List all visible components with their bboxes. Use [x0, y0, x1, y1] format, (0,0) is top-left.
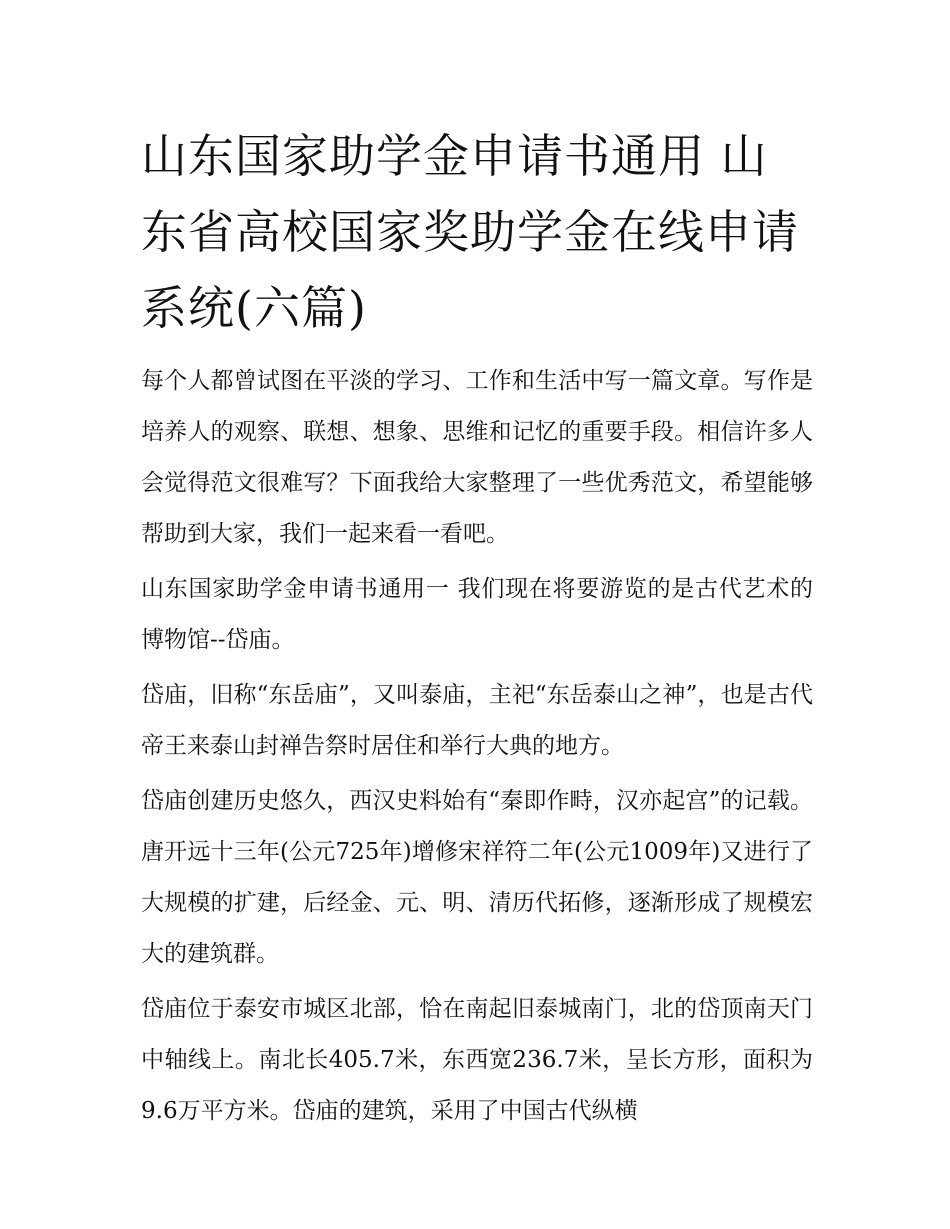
document-title: 山东国家助学金申请书通用 山东省高校国家奖助学金在线申请系统(六篇) [141, 129, 799, 335]
paragraph-history: 岱庙创建历史悠久，西汉史料始有“秦即作畤，汉亦起宫”的记载。唐开远十三年(公元725年)增修宋祥符二年(公元1009年)又进行了大规模的扩建，后经金、元、明、清历代拓修，逐渐形成了规模宏大的建筑群。 [141, 788, 813, 967]
document-body [141, 356, 813, 1137]
paragraph-tour-intro: 山东国家助学金申请书通用一 我们现在将要游览的是古代艺术的博物馆--岱庙。 [141, 576, 813, 653]
paragraph-intro: 每个人都曾试图在平淡的学习、工作和生活中写一篇文章。写作是培养人的观察、联想、想象、思维和记忆的重要手段。相信许多人会觉得范文很难写？下面我给大家整理了一些优秀范文，希望能够帮助到大家，我们一起来看一看吧。 [141, 368, 813, 547]
paragraph-dai-temple: 岱庙，旧称“东岳庙”，又叫泰庙，主祀“东岳泰山之神”，也是古代帝王来泰山封禅告祭时居住和举行大典的地方。 [141, 682, 813, 759]
paragraph-location: 岱庙位于泰安市城区北部，恰在南起旧泰城南门，北的岱顶南天门中轴线上。南北长405.7米，东西宽236.7米，呈长方形，面积为9.6万平方米。岱庙的建筑，采用了中国古代纵横 [141, 996, 813, 1124]
document-page [141, 118, 813, 1141]
